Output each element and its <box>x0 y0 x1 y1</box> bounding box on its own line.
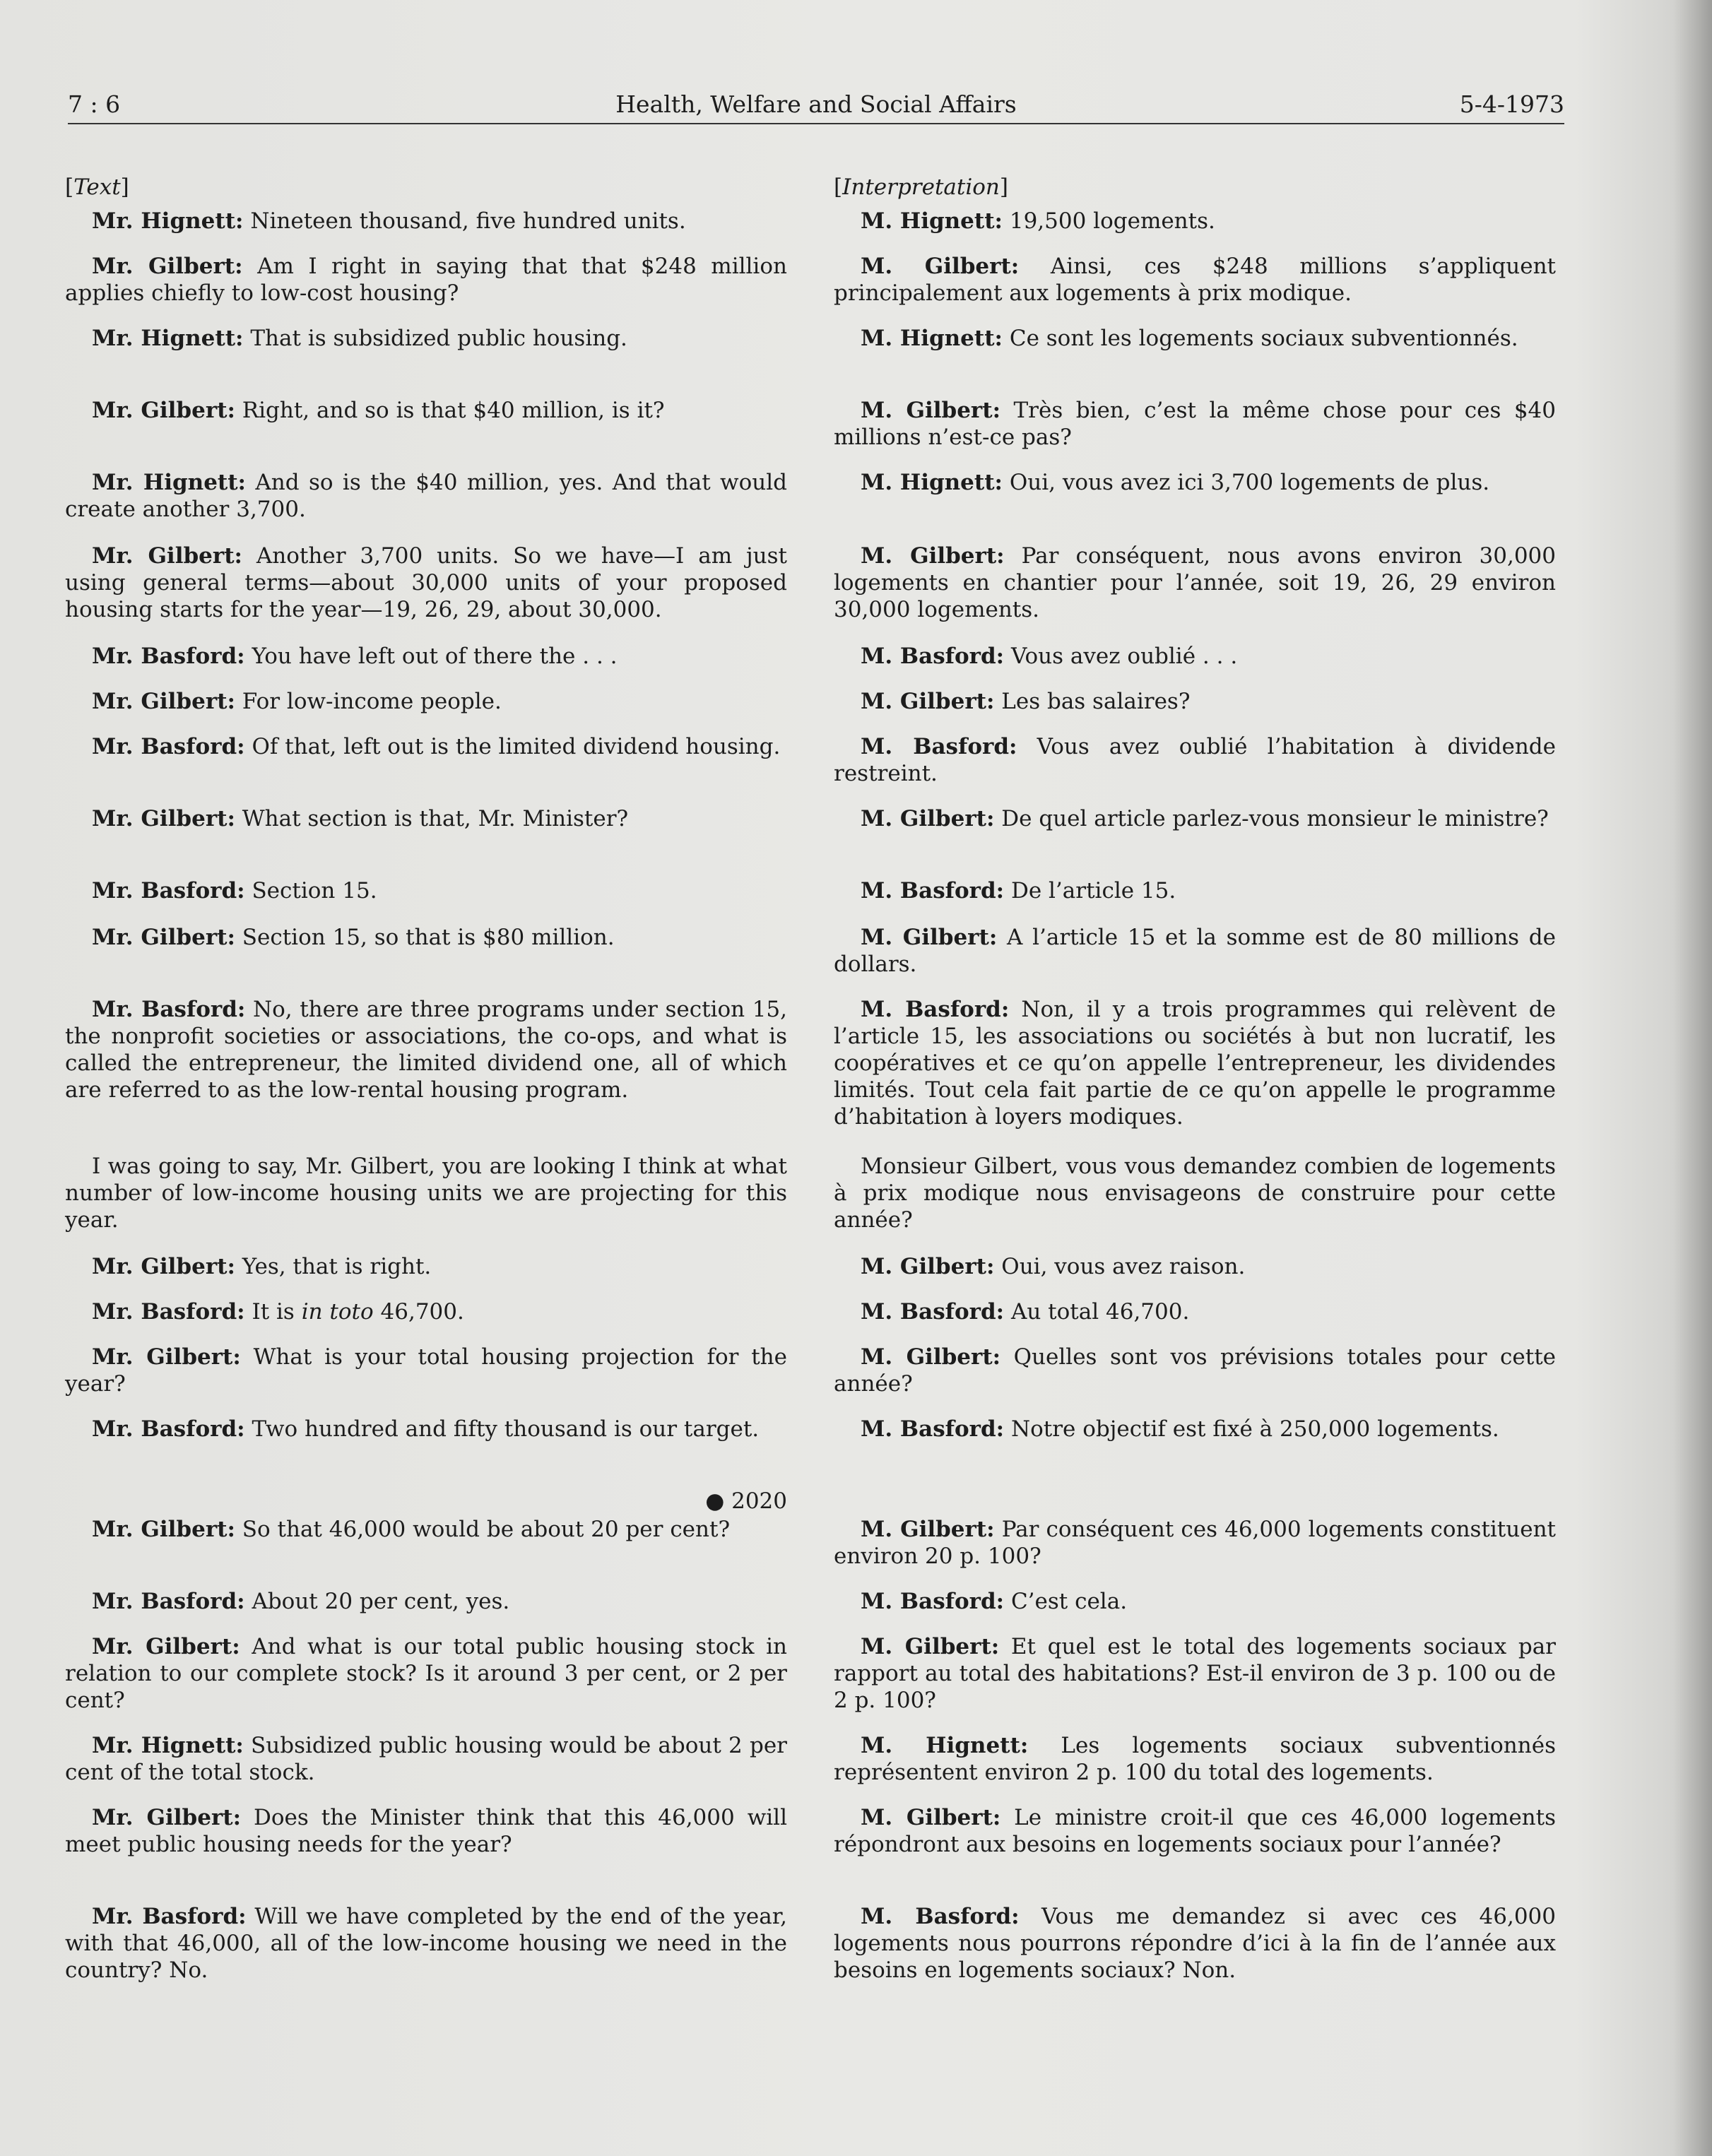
speaker-name: Mr. Gilbert: <box>92 398 235 423</box>
transcript-paragraph: Mr. Basford: It is in toto 46,700. <box>92 1299 464 1325</box>
transcript-paragraph: M. Basford: Notre objectif est fixé à 250,000 logements. <box>861 1416 1499 1442</box>
speaker-name: M. Basford: <box>861 997 1010 1022</box>
transcript-paragraph: M. Hignett: Les logements sociaux subventionnés représentent environ 2 p. 100 du total des logements. <box>834 1733 1556 1785</box>
transcript-paragraph: M. Hignett: Ce sont les logements sociaux subventionnés. <box>861 326 1518 351</box>
transcript-paragraph: Mr. Gilbert: So that 46,000 would be about 20 per cent? <box>92 1517 731 1542</box>
speaker-name: Mr. Basford: <box>92 734 245 759</box>
transcript-paragraph: M. Gilbert: Quelles sont vos prévisions totales pour cette année? <box>834 1344 1557 1397</box>
transcript-paragraph: Mr. Gilbert: Section 15, so that is $80 million. <box>92 925 615 950</box>
speaker-name: Mr. Hignett: <box>92 470 246 495</box>
transcript-paragraph: M. Gilbert: Ainsi, ces $248 millions s’appliquent principalement aux logements à prix modique. <box>834 254 1557 306</box>
transcript-paragraph: M. Gilbert: Et quel est le total des logements sociaux par rapport au total des habitations? Est-il environ de 3 p. 100 ou de 2 p. 100? <box>834 1634 1557 1713</box>
transcript-paragraph: I was going to say, Mr. Gilbert, you are looking I think at what number of low-income housing units we are projecting for this year. <box>65 1154 787 1233</box>
speaker-name: Mr. Hignett: <box>92 1733 244 1758</box>
transcript-paragraph: M. Gilbert: Les bas salaires? <box>861 689 1191 714</box>
transcript-paragraph: M. Gilbert: Oui, vous avez raison. <box>861 1254 1246 1279</box>
speaker-name: Mr. Basford: <box>92 644 245 669</box>
transcript-paragraph: M. Hignett: 19,500 logements. <box>861 208 1215 234</box>
speaker-name: Mr. Basford: <box>92 878 245 904</box>
transcript-paragraph: Mr. Gilbert: For low-income people. <box>92 689 502 714</box>
transcript-paragraph: Mr. Hignett: And so is the $40 million, yes. And that would create another 3,700. <box>65 470 787 522</box>
transcript-paragraph: M. Basford: C’est cela. <box>861 1589 1128 1614</box>
transcript-paragraph: Mr. Basford: Will we have completed by the end of the year, with that 46,000, all of the low-income housing we need in the country? No. <box>65 1904 787 1983</box>
speaker-name: M. Gilbert: <box>861 689 995 714</box>
transcript-paragraph: Mr. Gilbert: What section is that, Mr. Minister? <box>92 806 629 831</box>
transcript-paragraph: Mr. Gilbert: Yes, that is right. <box>92 1254 432 1279</box>
page-number: 7 : 6 <box>68 90 121 118</box>
speaker-name: Mr. Gilbert: <box>92 689 235 714</box>
transcript-paragraph: M. Basford: Vous avez oublié . . . <box>861 644 1238 669</box>
transcript-paragraph: Mr. Gilbert: Another 3,700 units. So we have—I am just using general terms—about 30,000 units of your proposed housing starts for the year—19, 26, 29, about 30,000. <box>65 543 787 622</box>
transcript-paragraph: Mr. Gilbert: And what is our total public housing stock in relation to our complete stock? Is it around 3 per cent, or 2 per cent? <box>65 1634 787 1713</box>
section-tag: [Text] <box>65 174 129 200</box>
speaker-name: Mr. Gilbert: <box>92 925 235 950</box>
speaker-name: Mr. Gilbert: <box>92 1254 235 1279</box>
speaker-name: M. Gilbert: <box>861 543 1005 569</box>
transcript-paragraph: Mr. Hignett: Subsidized public housing would be about 2 per cent of the total stock. <box>65 1733 787 1785</box>
speaker-name: M. Gilbert: <box>861 925 998 950</box>
speaker-name: Mr. Basford: <box>92 1904 247 1929</box>
transcript-paragraph: M. Gilbert: Le ministre croit-il que ces 46,000 logements répondront aux besoins en logements sociaux pour l’année? <box>834 1805 1557 1857</box>
speaker-name: Mr. Hignett: <box>92 208 244 234</box>
transcript-paragraph: Mr. Hignett: That is subsidized public housing. <box>92 326 627 351</box>
speaker-name: M. Gilbert: <box>861 806 995 831</box>
transcript-paragraph: Mr. Basford: You have left out of there the . . . <box>92 644 618 669</box>
speaker-name: M. Hignett: <box>861 1733 1029 1758</box>
transcript-paragraph: M. Gilbert: Par conséquent, nous avons environ 30,000 logements en chantier pour l’année, soit 19, 26, 29 environ 30,000 logements. <box>834 543 1556 622</box>
speaker-name: M. Basford: <box>861 1904 1020 1929</box>
transcript-paragraph: M. Basford: Vous avez oublié l’habitation à dividende restreint. <box>834 734 1556 786</box>
speaker-name: Mr. Gilbert: <box>92 543 242 569</box>
speaker-name: Mr. Gilbert: <box>92 1805 242 1830</box>
speaker-name: Mr. Gilbert: <box>92 1634 240 1659</box>
speaker-name: Mr. Gilbert: <box>92 806 235 831</box>
time-marker: ● 2020 <box>705 1488 787 1514</box>
transcript-paragraph: M. Hignett: Oui, vous avez ici 3,700 logements de plus. <box>861 470 1490 495</box>
speaker-name: M. Basford: <box>861 1299 1005 1325</box>
speaker-name: Mr. Basford: <box>92 1589 245 1614</box>
speaker-name: M. Gilbert: <box>861 254 1020 279</box>
speaker-name: Mr. Basford: <box>92 997 246 1022</box>
speaker-name: Mr. Basford: <box>92 1299 245 1325</box>
transcript-paragraph: Mr. Gilbert: Does the Minister think that this 46,000 will meet public housing needs for the year? <box>65 1805 787 1857</box>
transcript-paragraph: Mr. Basford: Two hundred and fifty thousand is our target. <box>92 1416 760 1442</box>
speaker-name: Mr. Gilbert: <box>92 1517 235 1542</box>
speaker-name: Mr. Gilbert: <box>92 1344 241 1370</box>
speaker-name: M. Basford: <box>861 878 1005 904</box>
transcript-paragraph: M. Basford: Vous me demandez si avec ces 46,000 logements nous pourrons répondre d’ici à la fin de l’année aux besoins en logements sociaux? Non. <box>834 1904 1557 1983</box>
speaker-name: M. Gilbert: <box>861 1805 1001 1830</box>
speaker-name: M. Basford: <box>861 644 1005 669</box>
transcript-paragraph: Mr. Basford: Of that, left out is the limited dividend housing. <box>92 734 781 759</box>
speaker-name: M. Gilbert: <box>861 398 1001 423</box>
transcript-paragraph: M. Basford: De l’article 15. <box>861 878 1176 904</box>
running-header <box>68 90 1564 124</box>
transcript-paragraph: M. Basford: Non, il y a trois programmes qui relèvent de l’article 15, les associations ou sociétés à but non lucratif, les coopératives et ce qu’on appelle l’entrepreneur, les dividendes limités. Tout cela fait partie de ce qu’on appelle le programme d’habitation à loyers modiques. <box>834 997 1556 1130</box>
speaker-name: M. Gilbert: <box>861 1344 1001 1370</box>
speaker-name: M. Basford: <box>861 734 1017 759</box>
transcript-paragraph: Mr. Gilbert: Right, and so is that $40 million, is it? <box>92 398 665 423</box>
speaker-name: Mr. Basford: <box>92 1416 245 1442</box>
transcript-paragraph: Mr. Basford: No, there are three programs under section 15, the nonprofit societies or associations, the co-ops, and what is called the entrepreneur, the limited dividend one, all of which are referred to as the low-rental housing program. <box>65 997 788 1103</box>
transcript-paragraph: Mr. Basford: Section 15. <box>92 878 377 904</box>
speaker-name: M. Hignett: <box>861 326 1003 351</box>
transcript-paragraph: M. Gilbert: Très bien, c’est la même chose pour ces $40 millions n’est-ce pas? <box>834 398 1556 450</box>
transcript-paragraph: M. Gilbert: De quel article parlez-vous monsieur le ministre? <box>861 806 1549 831</box>
publication-title: Health, Welfare and Social Affairs <box>615 90 1017 118</box>
speaker-name: M. Gilbert: <box>861 1634 1000 1659</box>
speaker-name: M. Basford: <box>861 1416 1005 1442</box>
speaker-name: M. Basford: <box>861 1589 1005 1614</box>
transcript-paragraph: Monsieur Gilbert, vous vous demandez combien de logements à prix modique nous envisageons de construire pour cette année? <box>834 1154 1556 1233</box>
speaker-name: M. Gilbert: <box>861 1517 995 1542</box>
transcript-paragraph: M. Gilbert: Par conséquent ces 46,000 logements constituent environ 20 p. 100? <box>834 1517 1557 1569</box>
transcript-paragraph: M. Gilbert: A l’article 15 et la somme est de 80 millions de dollars. <box>834 925 1556 977</box>
section-tag-text: Interpretation <box>842 174 1000 200</box>
sitting-date: 5-4-1973 <box>1459 90 1564 118</box>
speaker-name: M. Hignett: <box>861 208 1003 234</box>
section-tag-text: Text <box>73 174 121 200</box>
transcript-paragraph: M. Basford: Au total 46,700. <box>861 1299 1190 1325</box>
transcript-paragraph: Mr. Gilbert: Am I right in saying that that $248 million applies chiefly to low-cost housing? <box>65 254 787 306</box>
transcript-paragraph: Mr. Basford: About 20 per cent, yes. <box>92 1589 510 1614</box>
speaker-name: Mr. Gilbert: <box>92 254 243 279</box>
transcript-paragraph: Mr. Gilbert: What is your total housing projection for the year? <box>65 1344 787 1397</box>
section-tag: [Interpretation] <box>834 174 1009 200</box>
speaker-name: M. Gilbert: <box>861 1254 995 1279</box>
speaker-name: Mr. Hignett: <box>92 326 244 351</box>
binding-shadow <box>1673 0 1712 2156</box>
transcript-paragraph: Mr. Hignett: Nineteen thousand, five hundred units. <box>92 208 686 234</box>
speaker-name: M. Hignett: <box>861 470 1003 495</box>
